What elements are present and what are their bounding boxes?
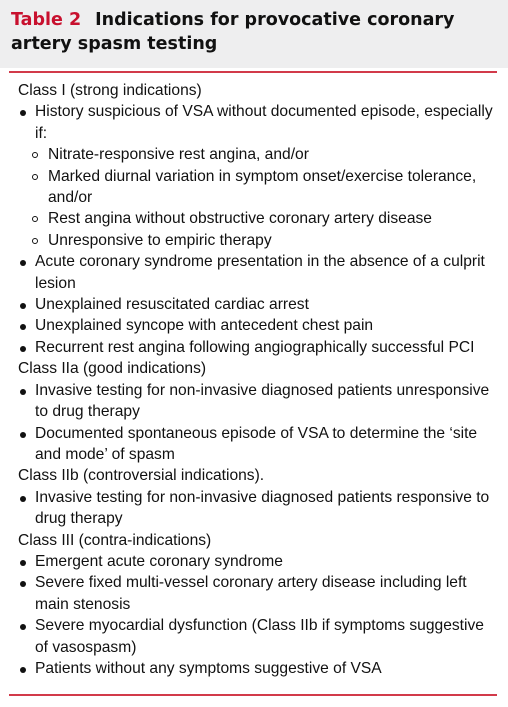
list-item: Invasive testing for non-invasive diagnosed patients responsive to drug therapy xyxy=(18,487,500,530)
table-title xyxy=(11,8,500,56)
list-item: Severe myocardial dysfunction (Class IIb if symptoms suggestive of vasospasm) xyxy=(18,615,500,658)
class-heading: Class IIb (controversial indications). xyxy=(18,467,265,485)
list-item: Emergent acute coronary syndrome xyxy=(18,551,500,572)
table-title-text: Indications for provocative coronary artery spasm testing xyxy=(11,10,455,54)
list-item: Severe fixed multi-vessel coronary artery disease including left main stenosis xyxy=(18,572,500,615)
sub-list-item: Unresponsive to empiric therapy xyxy=(18,230,500,251)
list-item: Acute coronary syndrome presentation in the absence of a culprit lesion xyxy=(18,251,500,294)
list-item: Unexplained syncope with antecedent chest pain xyxy=(18,315,500,336)
list-item: Patients without any symptoms suggestive of VSA xyxy=(18,658,500,679)
list-item: Unexplained resuscitated cardiac arrest xyxy=(18,294,500,315)
list-item: Recurrent rest angina following angiographically successful PCI xyxy=(18,337,500,358)
sub-list-item: Nitrate-responsive rest angina, and/or xyxy=(18,144,500,165)
bottom-divider xyxy=(9,694,497,696)
sub-list-item: Marked diurnal variation in symptom onset/exercise tolerance, and/or xyxy=(18,166,500,209)
table-header xyxy=(0,0,508,68)
indications-list xyxy=(18,80,500,679)
list-item: History suspicious of VSA without documented episode, especially if: xyxy=(18,101,500,144)
class-heading: Class IIa (good indications) xyxy=(18,360,207,378)
list-item: Documented spontaneous episode of VSA to determine the ‘site and mode’ of spasm xyxy=(18,423,500,466)
sub-list-item: Rest angina without obstructive coronary artery disease xyxy=(18,208,500,229)
list-item: Invasive testing for non-invasive diagnosed patients unresponsive to drug therapy xyxy=(18,380,500,423)
class-heading: Class I (strong indications) xyxy=(18,82,202,99)
class-heading: Class III (contra-indications) xyxy=(18,531,212,549)
table-number: Table 2 xyxy=(11,10,82,30)
top-divider xyxy=(9,71,497,73)
